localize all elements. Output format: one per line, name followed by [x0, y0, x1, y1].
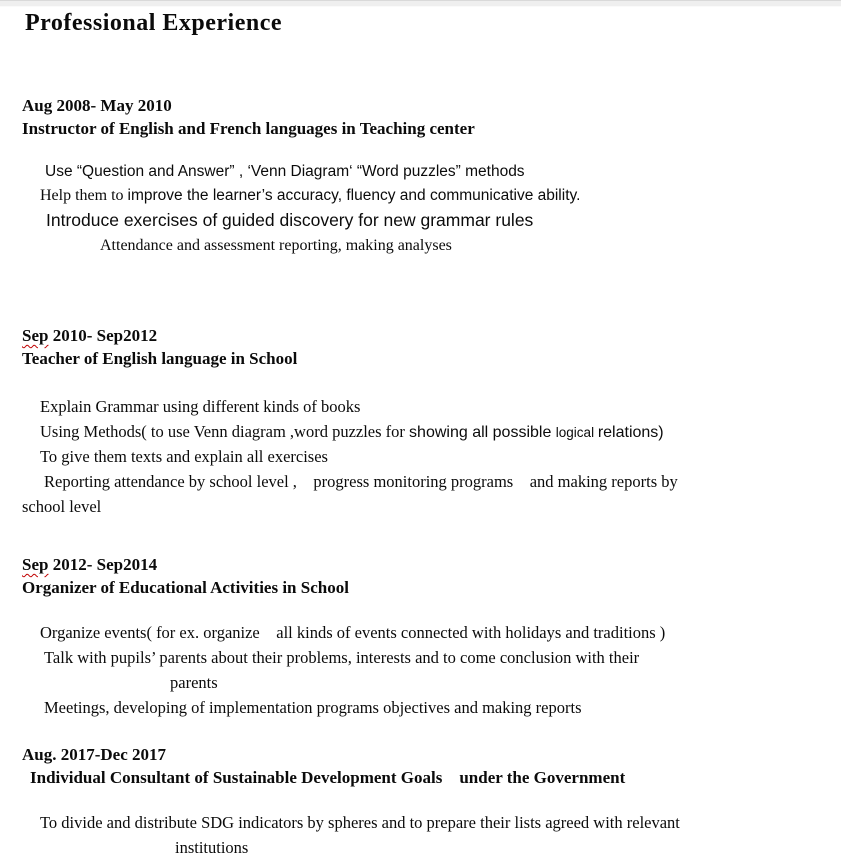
entry-job-title: Organizer of Educational Activities in School — [22, 578, 349, 597]
entry-dates — [22, 324, 833, 347]
entry-line-segment: Introduce exercises of guided discovery for new grammar rules — [46, 210, 534, 230]
entry-body — [22, 395, 833, 520]
entry-line-segment: Help them to — [40, 187, 128, 204]
entry-job-title: Individual Consultant of Sustainable Development Goals under the Government — [30, 768, 626, 787]
entry-job-title: Teacher of English language in School — [22, 349, 298, 368]
dates-text: 2010- Sep2012 — [48, 326, 158, 345]
entry-line-segment: Using Methods( to use Venn diagram ,word puzzles for — [40, 422, 410, 441]
entry-line — [22, 420, 833, 445]
entry-line-segment: institutions — [175, 838, 249, 857]
entry-line-segment: relations) — [597, 424, 664, 441]
entry-line — [22, 621, 833, 646]
entry-line-segment: Use “Question and Answer” , ‘Venn Diagram‘ “Word puzzles” methods — [45, 163, 525, 180]
experience-entry — [22, 743, 833, 861]
misspelled-word: Sep — [22, 326, 49, 345]
entry-line-segment: logical — [555, 425, 598, 440]
dates-text: Aug. 2017-Dec 2017 — [22, 745, 167, 764]
entry-line — [22, 811, 833, 836]
page-title: Professional Experience — [25, 10, 283, 36]
entry-line-segment: Organize events( for ex. organize all kinds of events connected with holidays and traditions ) — [40, 623, 666, 642]
entry-line-segment: showing all possible — [409, 424, 556, 441]
dates-text: 2012- Sep2014 — [48, 555, 158, 574]
window-top-edge — [0, 0, 841, 7]
entry-line-segment: Attendance and assessment reporting, making analyses — [100, 237, 452, 254]
entry-line-segment: Meetings, developing of implementation programs objectives and making reports — [44, 698, 582, 717]
experience-sections — [22, 94, 833, 861]
entry-line-segment: Explain Grammar using different kinds of books — [40, 397, 361, 416]
entry-line — [22, 208, 833, 234]
entry-line — [22, 184, 833, 208]
entry-line-segment: To divide and distribute SDG indicators by spheres and to prepare their lists agreed with relevant — [40, 813, 680, 832]
entry-body — [22, 811, 833, 861]
entry-line-segment: Reporting attendance by school level , progress monitoring programs and making reports by — [44, 472, 678, 491]
entry-line — [22, 671, 833, 696]
entry-line-segment: Talk with pupils’ parents about their problems, interests and to come conclusion with their — [44, 648, 640, 667]
entry-line-segment: To give them texts and explain all exercises — [40, 447, 328, 466]
entry-body — [22, 160, 833, 258]
entry-line — [22, 234, 833, 258]
dates-text: Aug 2008- May 2010 — [22, 96, 172, 115]
experience-entry — [22, 324, 833, 520]
entry-line — [22, 836, 833, 861]
experience-entry — [22, 94, 833, 258]
entry-line — [22, 646, 833, 671]
entry-dates — [22, 94, 833, 117]
entry-line-segment: school level — [22, 497, 102, 516]
entry-line — [22, 395, 833, 420]
entry-line — [22, 470, 833, 495]
entry-line — [22, 495, 833, 520]
entry-line — [22, 696, 833, 721]
entry-line — [22, 160, 833, 184]
entry-body — [22, 621, 833, 721]
misspelled-word: Sep — [22, 555, 49, 574]
experience-entry — [22, 553, 833, 721]
entry-dates — [22, 553, 833, 576]
entry-job-title: Instructor of English and French languages in Teaching center — [22, 119, 475, 138]
entry-line-segment: improve the learner’s accuracy, fluency and communicative ability. — [127, 187, 581, 204]
entry-dates — [22, 743, 833, 766]
entry-line-segment: parents — [170, 673, 218, 692]
entry-line — [22, 445, 833, 470]
resume-page — [0, 7, 841, 861]
